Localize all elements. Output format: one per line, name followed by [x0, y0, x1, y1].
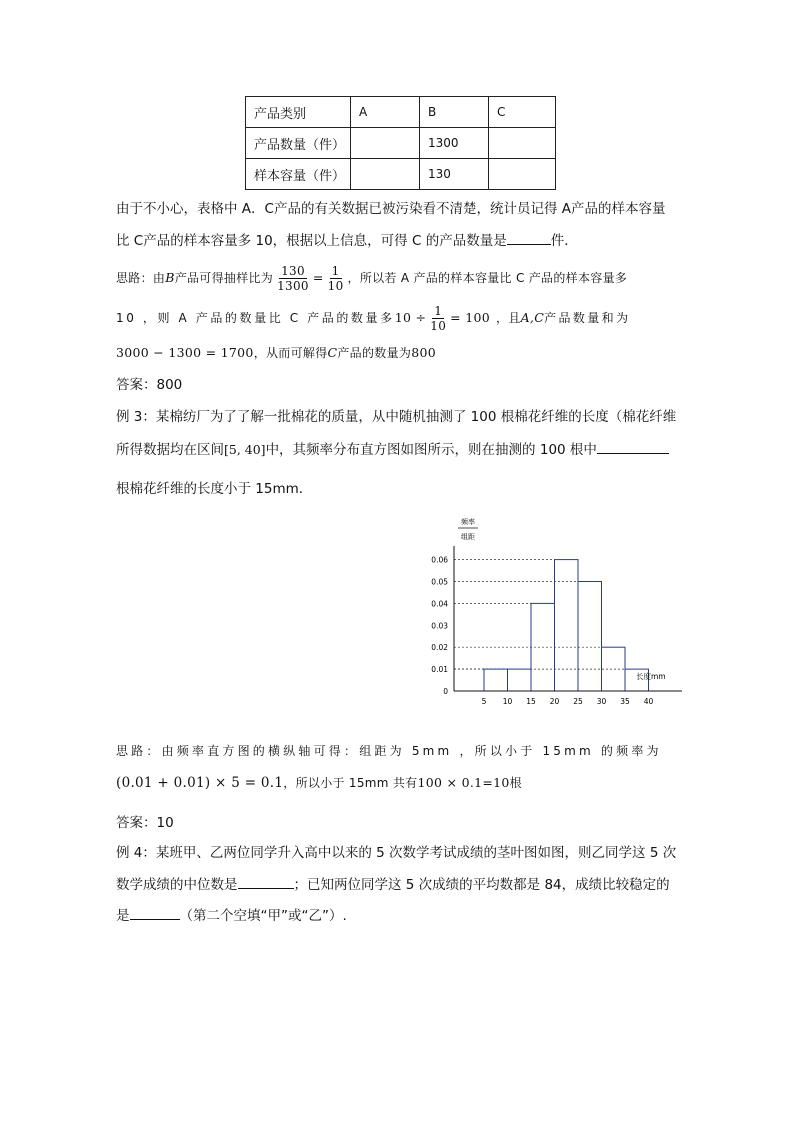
text-span: 产品的数量为 [337, 346, 412, 360]
text-span: 思路：由频率直方图的横纵轴可得：组距为 5mm ，所以小于 15mm 的频率为 [116, 744, 662, 758]
fraction [326, 264, 346, 293]
y-tick-label: 0.03 [431, 621, 448, 631]
math-expr: 3000 − 1300 = 1700 [116, 345, 254, 360]
product-table [245, 96, 556, 190]
text-span: 比 C产品的样本容量多 10，根据以上信息，可得 C 的产品数量是 [116, 233, 507, 249]
table-cell: 产品数量（件） [246, 128, 351, 159]
histogram-bar [484, 669, 508, 691]
x-tick-label: 30 [596, 697, 607, 706]
y-tick-label: 0 [443, 687, 448, 696]
text-span: 根 [509, 776, 522, 790]
x-tick-label: 35 [620, 697, 630, 706]
y-tick-label: 0.04 [431, 599, 448, 609]
y-label-numerator: 频率 [461, 518, 475, 526]
paragraph-line [116, 874, 670, 895]
x-tick-label: 20 [549, 697, 560, 706]
text-span: ，从而可解得 [253, 346, 328, 360]
y-tick-label: 0.06 [431, 555, 448, 565]
math-var: C [327, 345, 338, 360]
x-tick-label: 15 [526, 697, 536, 706]
table-row [246, 159, 556, 190]
answer-line: 答案：10 [116, 815, 174, 831]
text-span: ，所以若 A 产品的样本容量比 C 产品的样本容量多 [347, 271, 628, 285]
paragraph-line [116, 439, 669, 460]
fraction-denominator: 10 [430, 318, 447, 333]
fraction-numerator: 1 [331, 263, 340, 278]
math-var: A,C [520, 310, 545, 325]
histogram-bar [555, 560, 579, 691]
table-cell: 1300 [420, 128, 489, 159]
thinking-line [116, 741, 662, 761]
text-span: （第二个空填“甲”或“乙”）. [179, 908, 347, 924]
thinking-line [116, 260, 627, 296]
answer-blank[interactable] [130, 905, 180, 920]
y-axis-label [458, 517, 478, 541]
x-tick-label: 10 [502, 697, 513, 706]
text-span: 数学成绩的中位数是 [116, 877, 238, 893]
table-cell: 产品类别 [246, 97, 351, 128]
text-span: ；已知两位同学这 5 次成绩的平均数都是 84，成绩比较稳定的 [293, 877, 670, 893]
fraction [275, 264, 311, 293]
y-tick-label: 0.05 [431, 577, 448, 587]
math-expr: 800 [411, 345, 436, 360]
table-cell: B [420, 97, 489, 128]
paragraph-line: 例 3：某棉纺厂为了了解一批棉花的质量，从中随机抽测了 100 根棉花纤维的长度（棉花纤维 [116, 409, 677, 425]
text-span: 件． [550, 233, 578, 249]
frequency-histogram [410, 510, 700, 710]
math-expr: 100 × 0.1=10 [417, 775, 510, 790]
text-span: 是 [116, 908, 130, 924]
x-tick-label: 25 [573, 697, 583, 706]
fraction-denominator: 1300 [277, 278, 309, 293]
text-span: 产品数量和为 [544, 311, 631, 325]
answer-blank[interactable] [238, 874, 294, 889]
x-tick-label: 40 [643, 697, 654, 706]
math-expr: = 100 [450, 310, 490, 325]
math-symbol: = [312, 270, 324, 285]
text-span: 思路：由 [116, 271, 166, 285]
text-span: ，且 [495, 311, 521, 325]
text-span: ，所以小于 15mm 共有 [283, 776, 418, 790]
thinking-line [116, 300, 630, 336]
table-cell: A [351, 97, 420, 128]
fraction-denominator: 10 [327, 278, 344, 293]
fraction-numerator: 1 [434, 303, 443, 318]
x-tick-label: 5 [481, 697, 487, 706]
fraction-numerator: 130 [281, 263, 305, 278]
math-expr: 10 ÷ [394, 310, 427, 325]
text-span: 产品可得抽样比为 [174, 271, 274, 285]
table-cell: 130 [420, 159, 489, 190]
y-label-denominator: 组距 [461, 533, 475, 541]
histogram-bar [508, 669, 532, 691]
math-expr: [5, 40] [224, 442, 266, 457]
fraction [428, 304, 448, 333]
table-cell [351, 128, 420, 159]
table-cell [489, 159, 556, 190]
paragraph-line: 由于不小心，表格中 A．C产品的有关数据已被污染看不清楚，统计员记得 A产品的样本容量 [116, 201, 666, 217]
paragraph-line: 根棉花纤维的长度小于 15mm． [116, 481, 313, 497]
paragraph-line: 例 4：某班甲、乙两位同学升入高中以来的 5 次数学考试成绩的茎叶图如图，则乙同学这 5 次 [116, 845, 677, 861]
text-span: 中，其频率分布直方图如图所示，则在抽测的 100 根中 [265, 442, 597, 458]
math-var: B [165, 270, 175, 285]
histogram-bar [602, 647, 626, 691]
y-tick-label: 0.01 [431, 665, 448, 675]
table-cell: C [489, 97, 556, 128]
paragraph-line [116, 230, 578, 251]
answer-blank[interactable] [597, 439, 669, 454]
histogram-bar [578, 582, 602, 692]
text-span: 10 ，则 A 产品的数量比 C 产品的数量多 [116, 311, 395, 325]
table-cell: 样本容量（件） [246, 159, 351, 190]
table-cell [489, 128, 556, 159]
y-tick-label: 0.02 [431, 643, 448, 653]
text-span: 所得数据均在区间 [116, 442, 224, 458]
thinking-line [116, 773, 522, 793]
x-axis-label: 长度mm [636, 672, 666, 681]
table-row [246, 97, 556, 128]
thinking-line [116, 343, 436, 363]
paragraph-line [116, 905, 347, 926]
math-expr: (0.01 + 0.01) × 5 = 0.1 [116, 775, 284, 791]
answer-line: 答案：800 [116, 377, 183, 393]
table-cell [351, 159, 420, 190]
answer-blank[interactable] [507, 230, 551, 245]
table-row [246, 128, 556, 159]
